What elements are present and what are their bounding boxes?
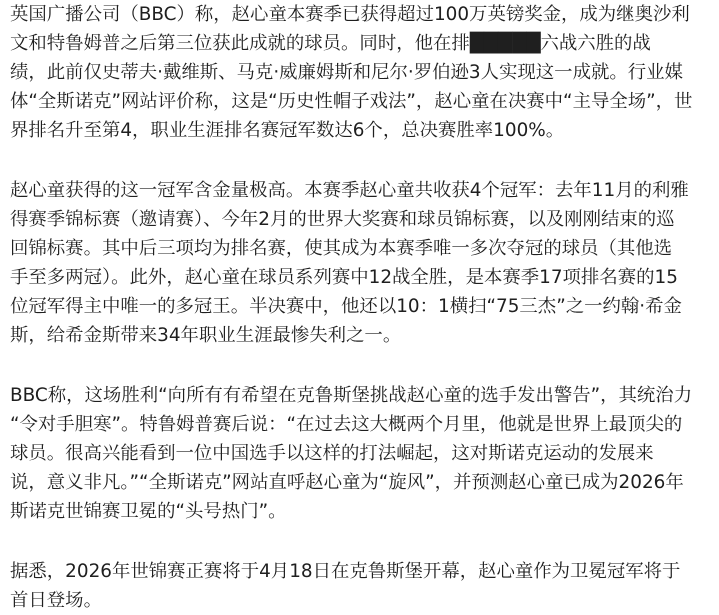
paragraph-line: 得赛季锦标赛（邀请赛）、今年2月的世界大奖赛和球员锦标赛，以及刚刚结束的巡 xyxy=(10,209,675,230)
paragraph-line: 文和特鲁姆普之后第三位获此成就的球员。同时，他在排█████六战六胜的战 xyxy=(10,33,651,54)
paragraph-line: 体“全斯诺克”网站评价称，这是“历史性帽子戏法”，赵心童在决赛中“主导全场”，世 xyxy=(10,91,693,112)
paragraph-line: 回锦标赛。其中后三项均为排名赛，使其成为本赛季唯一多次夺冠的球员（其他选 xyxy=(10,238,673,259)
paragraph-spacer xyxy=(10,145,710,176)
paragraph-2 xyxy=(10,176,710,350)
paragraph-3 xyxy=(10,381,710,526)
paragraph-line: 绩，此前仅史蒂夫·戴维斯、马克·威廉姆斯和尼尔·罗伯逊3人实现这一成就。行业媒 xyxy=(10,62,683,83)
article-body xyxy=(10,0,710,615)
paragraph-line: 据悉，2026年世锦赛正赛将于4月18日在克鲁斯堡开幕，赵心童作为卫冕冠军将于 xyxy=(10,561,681,582)
paragraph-1 xyxy=(10,0,710,145)
paragraph-line: 斯，给希金斯带来34年职业生涯最惨失利之一。 xyxy=(10,325,402,346)
paragraph-line: 英国广播公司（BBC）称，赵心童本赛季已获得超过100万英镑奖金，成为继奥沙利 xyxy=(10,4,690,25)
paragraph-line: 位冠军得主中唯一的多冠王。半决赛中，他还以10：1横扫“75三杰”之一约翰·希金 xyxy=(10,296,682,317)
paragraph-line: BBC称，这场胜利“向所有有希望在克鲁斯堡挑战赵心童的选手发出警告”，其统治力 xyxy=(10,385,693,406)
paragraph-line: “令对手胆寒”。特鲁姆普赛后说：“在过去这大概两个月里，他就是世界上最顶尖的 xyxy=(10,414,683,435)
paragraph-line: 界排名升至第4，职业生涯排名赛冠军数达6个，总决赛胜率100%。 xyxy=(10,120,565,141)
paragraph-line: 说，意义非凡。”“全斯诺克”网站直呼赵心童为“旋风”，并预测赵心童已成为2026年 xyxy=(10,472,684,493)
paragraph-4 xyxy=(10,557,710,615)
paragraph-line: 首日登场。 xyxy=(10,590,102,611)
paragraph-spacer xyxy=(10,526,710,557)
paragraph-spacer xyxy=(10,350,710,381)
paragraph-line: 赵心童获得的这一冠军含金量极高。本赛季赵心童共收获4个冠军：去年11月的利雅 xyxy=(10,180,689,201)
paragraph-line: 手至多两冠）。此外，赵心童在球员系列赛中12战全胜，是本赛季17项排名赛的15 xyxy=(10,267,678,288)
paragraph-line: 球员。很高兴能看到一位中国选手以这样的打法崛起，这对斯诺克运动的发展来 xyxy=(10,443,654,464)
paragraph-line: 斯诺克世锦赛卫冕的“头号热门”。 xyxy=(10,501,287,522)
